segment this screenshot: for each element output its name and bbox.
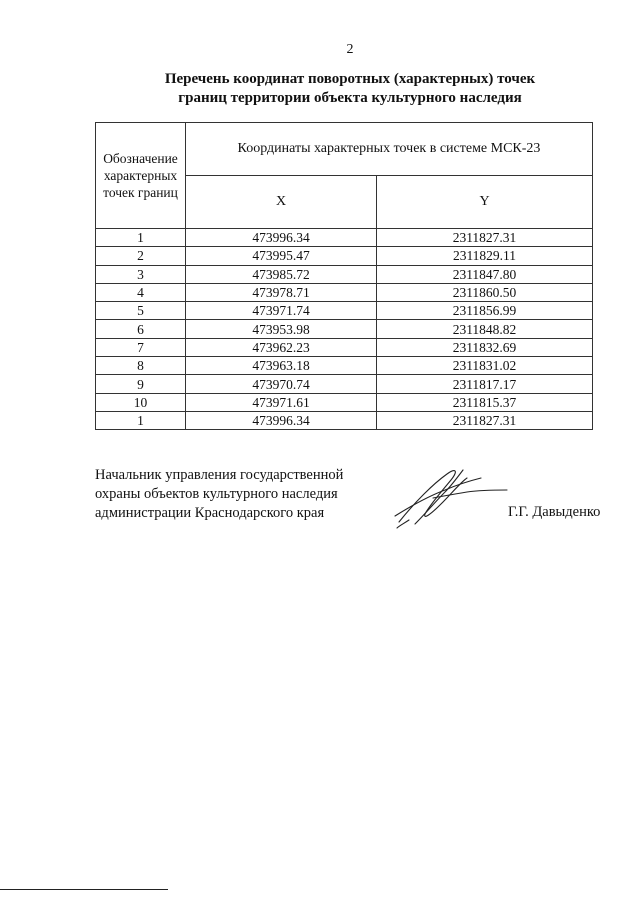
cell-x: 473971.74	[186, 302, 377, 320]
cell-point: 10	[96, 393, 186, 411]
footer-divider	[0, 889, 168, 890]
header-designation: Обозначение характерных точек границ	[96, 123, 186, 229]
page-number: 2	[346, 42, 354, 57]
position-line-3: администрации Краснодарского края	[95, 505, 325, 521]
cell-point: 9	[96, 375, 186, 393]
cell-x: 473996.34	[186, 411, 377, 429]
cell-x: 473970.74	[186, 375, 377, 393]
cell-point: 1	[96, 229, 186, 247]
cell-point: 5	[96, 302, 186, 320]
cell-point: 7	[96, 338, 186, 356]
table-body	[96, 229, 593, 430]
cell-x: 473962.23	[186, 338, 377, 356]
cell-y: 2311829.11	[377, 247, 593, 265]
table-row	[96, 393, 593, 411]
cell-y: 2311860.50	[377, 283, 593, 301]
document-title	[0, 70, 639, 108]
cell-y: 2311827.31	[377, 229, 593, 247]
header-y: Y	[377, 176, 593, 229]
cell-y: 2311827.31	[377, 411, 593, 429]
cell-y: 2311847.80	[377, 265, 593, 283]
handwritten-signature	[385, 462, 510, 532]
cell-x: 473953.98	[186, 320, 377, 338]
cell-point: 8	[96, 357, 186, 375]
cell-point: 3	[96, 265, 186, 283]
cell-x: 473978.71	[186, 283, 377, 301]
title-line-2: границ территории объекта культурного наследия	[178, 90, 522, 106]
cell-point: 1	[96, 411, 186, 429]
cell-point: 6	[96, 320, 186, 338]
title-line-1: Перечень координат поворотных (характерных) точек	[164, 71, 536, 87]
cell-x: 473971.61	[186, 393, 377, 411]
cell-y: 2311856.99	[377, 302, 593, 320]
header-x: X	[186, 176, 377, 229]
table-row	[96, 302, 593, 320]
cell-x: 473963.18	[186, 357, 377, 375]
coordinates-table-wrapper	[95, 122, 593, 430]
cell-point: 2	[96, 247, 186, 265]
cell-y: 2311815.37	[377, 393, 593, 411]
table-row	[96, 357, 593, 375]
cell-y: 2311832.69	[377, 338, 593, 356]
cell-x: 473985.72	[186, 265, 377, 283]
table-row	[96, 265, 593, 283]
cell-x: 473996.34	[186, 229, 377, 247]
cell-x: 473995.47	[186, 247, 377, 265]
table-row	[96, 247, 593, 265]
table-row	[96, 375, 593, 393]
table-row	[96, 229, 593, 247]
cell-y: 2311848.82	[377, 320, 593, 338]
cell-y: 2311817.17	[377, 375, 593, 393]
coordinates-table	[95, 122, 593, 430]
table-row	[96, 283, 593, 301]
position-line-2: охраны объектов культурного наследия	[95, 486, 338, 502]
header-coordinates: Координаты характерных точек в системе МСК-23	[186, 123, 593, 176]
position-line-1: Начальник управления государственной	[95, 467, 344, 483]
table-row	[96, 411, 593, 429]
cell-point: 4	[96, 283, 186, 301]
table-row	[96, 320, 593, 338]
table-row	[96, 338, 593, 356]
signatory-name: Г.Г. Давыденко	[508, 504, 601, 520]
signatory-position	[95, 466, 343, 523]
cell-y: 2311831.02	[377, 357, 593, 375]
